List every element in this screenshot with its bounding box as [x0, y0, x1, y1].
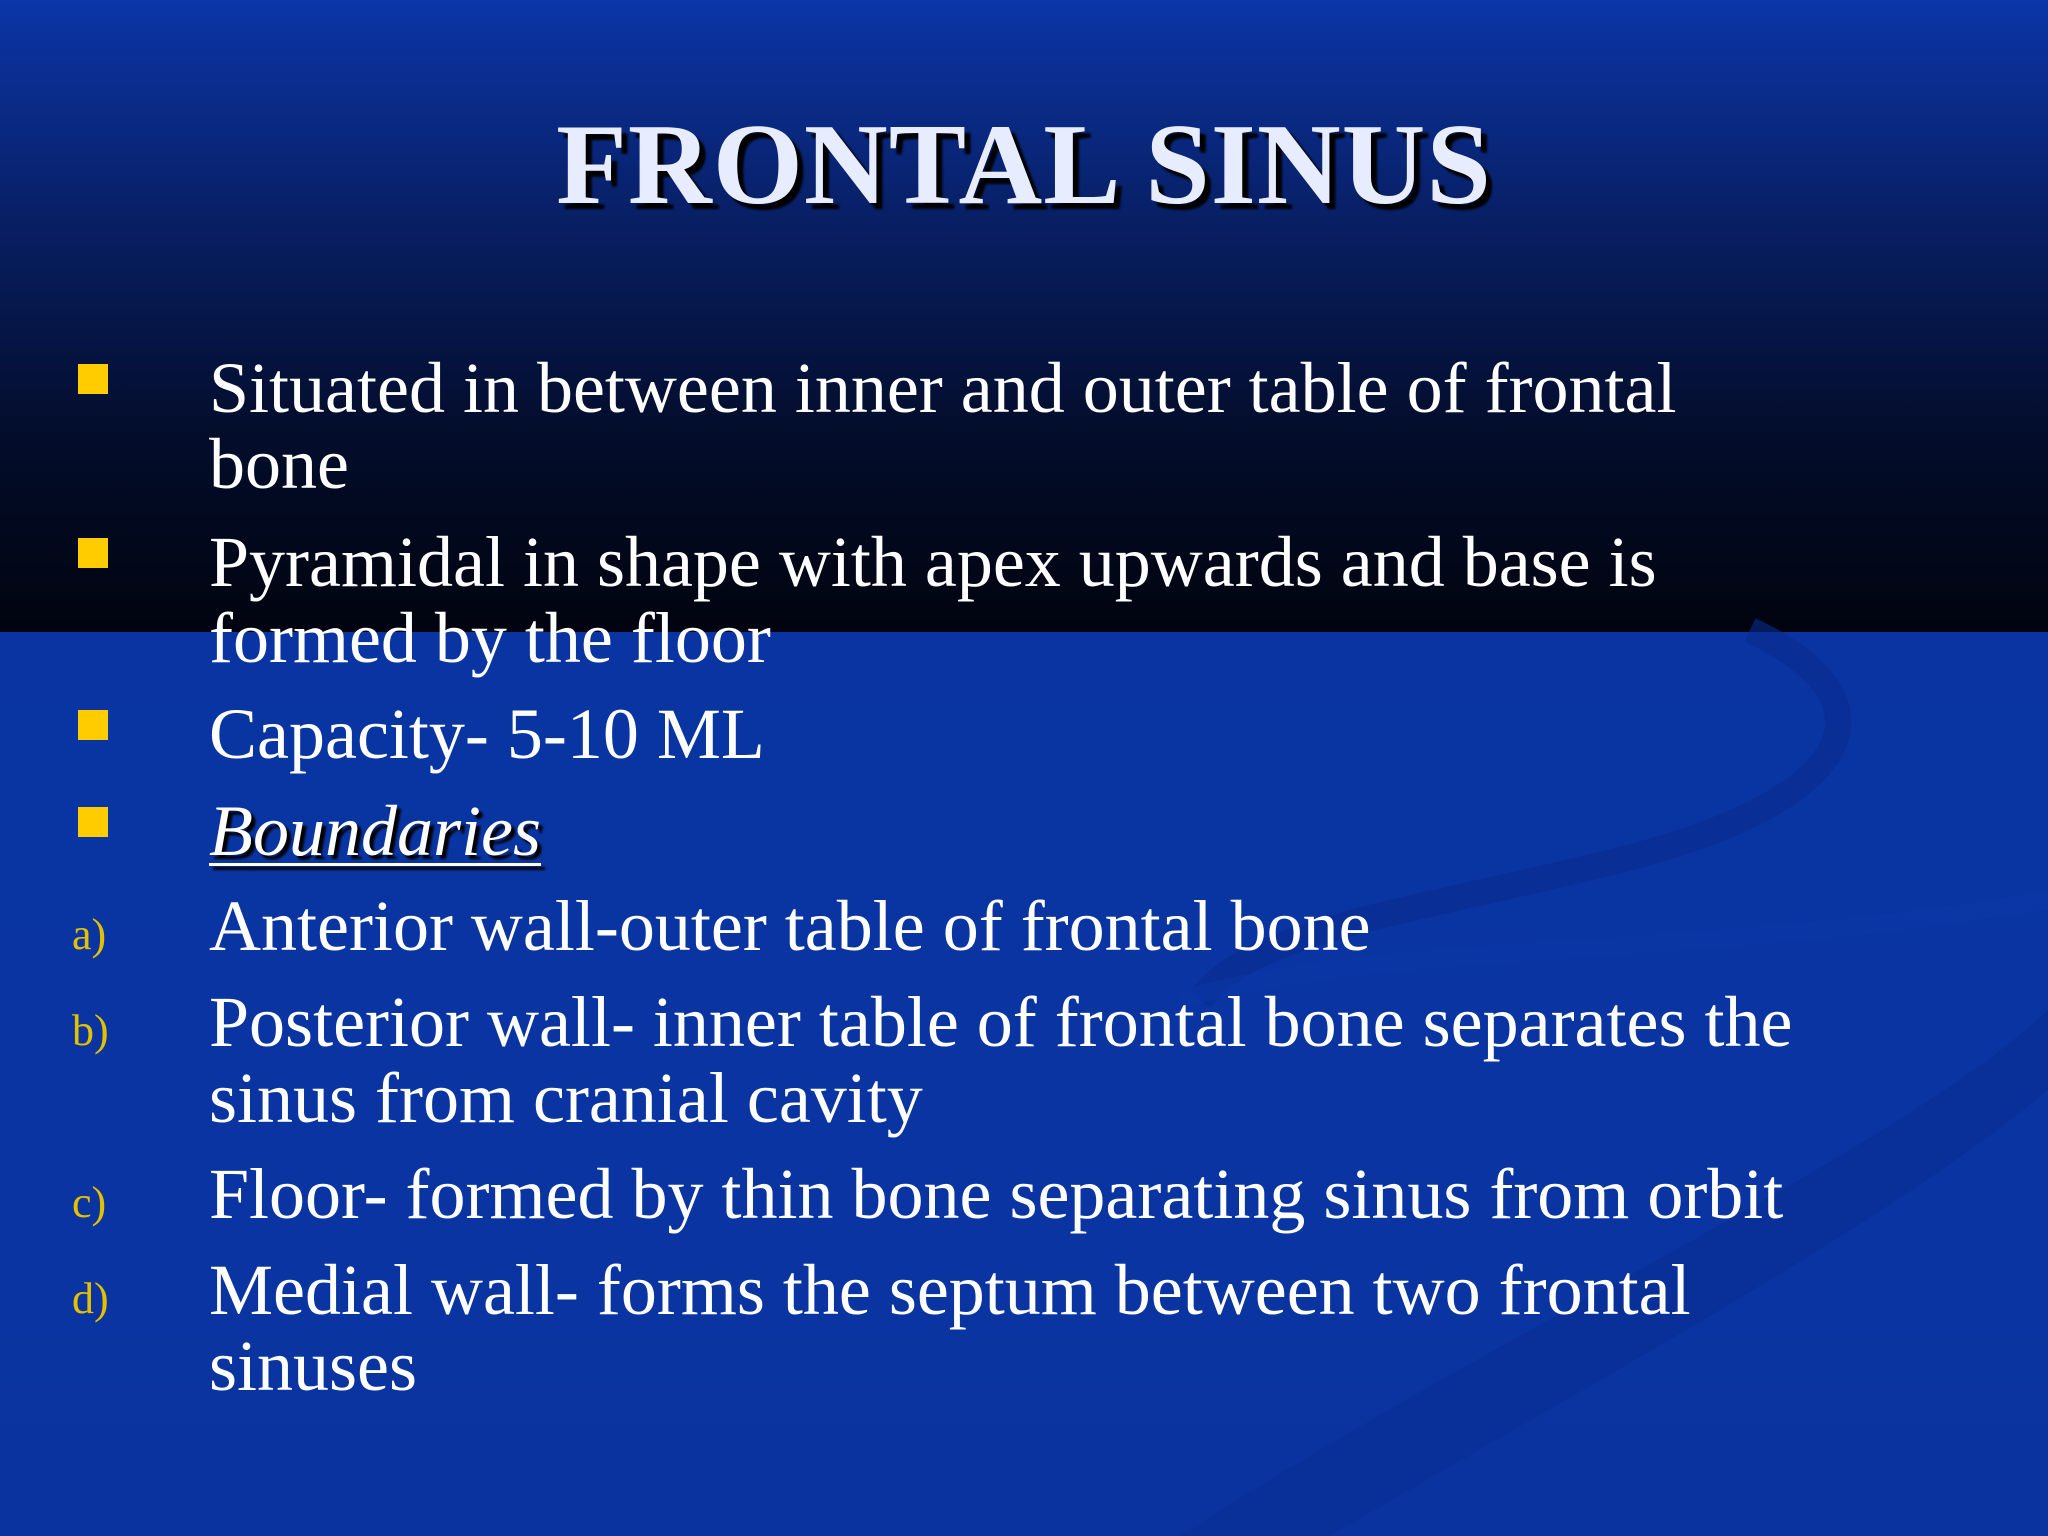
boundary-text-b	[209, 984, 2009, 1136]
bullet-text-4	[209, 793, 2009, 869]
boundary-text-a	[209, 888, 2009, 964]
boundary-b-line-2: sinus from cranial cavity	[209, 1058, 923, 1138]
boundary-a-line-1: Anterior wall-outer table of frontal bone	[209, 886, 1371, 966]
boundary-c-line-1: Floor- formed by thin bone separating sinus from orbit	[209, 1154, 1784, 1234]
bullet-1-line-2: bone	[209, 424, 349, 504]
bullet-3-line-1: Capacity- 5-10 ML	[209, 694, 765, 774]
boundary-marker-b: b)	[72, 1006, 109, 1055]
bullet-text-1	[209, 350, 2009, 502]
bullet-1-line-1: Situated in between inner and outer table of frontal	[209, 348, 1677, 428]
boundary-text-d	[209, 1252, 2009, 1404]
boundary-d-line-2: sinuses	[209, 1326, 418, 1406]
bullet-2-line-2: formed by the floor	[209, 598, 771, 678]
boundary-marker-c: c)	[72, 1178, 107, 1227]
bullet-text-3	[209, 696, 2009, 772]
bullet-square-icon	[78, 538, 108, 568]
bullet-square-icon	[78, 364, 108, 394]
bullet-square-icon	[78, 710, 108, 740]
boundaries-heading: Boundaries	[209, 791, 541, 871]
bullet-square-icon	[78, 807, 108, 837]
bullet-2-line-1: Pyramidal in shape with apex upwards and base is	[209, 522, 1657, 602]
boundary-marker-d: d)	[72, 1274, 109, 1323]
bullet-text-2	[209, 524, 2009, 676]
boundary-marker-a: a)	[72, 910, 107, 959]
boundary-b-line-1: Posterior wall- inner table of frontal bone separates the	[209, 982, 1793, 1062]
boundary-text-c	[209, 1156, 2009, 1232]
boundary-d-line-1: Medial wall- forms the septum between two frontal	[209, 1250, 1691, 1330]
slide-title: FRONTAL SINUS	[556, 101, 1492, 229]
